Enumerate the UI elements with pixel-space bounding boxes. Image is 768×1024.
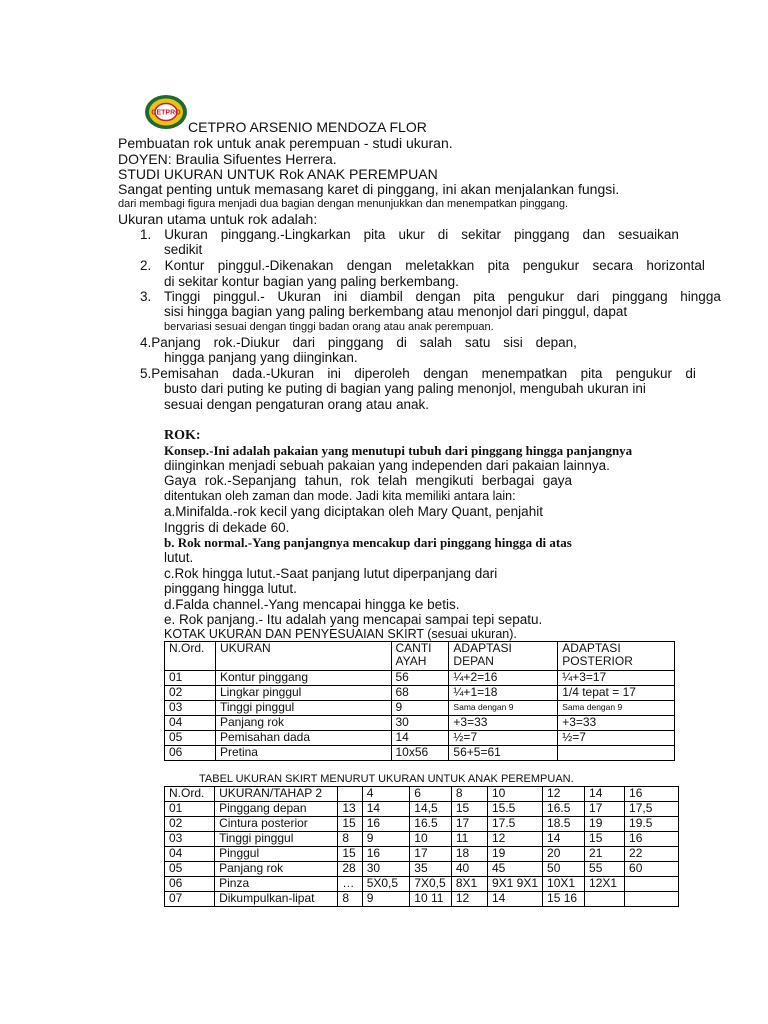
- measure-item-5-cont-2: sesuai dengan pengaturan orang atau anak.: [164, 397, 429, 412]
- word: pengukur: [507, 289, 565, 304]
- table2-header-cell: 12: [543, 787, 585, 802]
- table2-cell: 16.5: [410, 817, 452, 832]
- word: horizontal: [646, 258, 705, 273]
- word: menempatkan: [481, 366, 568, 381]
- measure-item-5-cont: busto dari puting ke puting di bagian yang paling menonjol, mengubah ukuran ini: [164, 381, 646, 396]
- table2-cell: 5X0,5: [362, 877, 410, 892]
- table1-cell: 06: [165, 746, 216, 761]
- table2-cell: 17: [585, 802, 625, 817]
- word: Ukuran: [164, 227, 208, 242]
- table1-cell: ¼+2=16: [449, 671, 558, 686]
- rok-heading: ROK:: [164, 428, 201, 443]
- word: rok.-Sepanjang: [204, 473, 297, 488]
- table1-cell: 01: [165, 671, 216, 686]
- table2-cell: …: [338, 877, 362, 892]
- table2-cell: 17: [410, 847, 452, 862]
- table2-cell: 20: [543, 847, 585, 862]
- rok-text-2: [164, 474, 572, 489]
- table2-caption: TABEL UKURAN SKIRT MENURUT UKURAN UNTUK ANAK PEREMPUAN.: [199, 773, 574, 785]
- measure-item-4-cont: hingga panjang yang diinginkan.: [164, 350, 358, 365]
- table1-cell: +3=33: [558, 716, 675, 731]
- table2-cell: 05: [165, 862, 215, 877]
- word: pinggul.-Dikenakan: [217, 258, 334, 273]
- table2-cell: 06: [165, 877, 215, 892]
- table2-cell: 14: [362, 802, 410, 817]
- table2-cell: 28: [338, 862, 362, 877]
- measure-item-4: [140, 336, 577, 351]
- table2-cell: 14,5: [410, 802, 452, 817]
- word: di: [396, 335, 407, 350]
- table2-row: [165, 862, 679, 877]
- table2-row: [165, 847, 679, 862]
- document-subtitle: Pembuatan rok untuk anak perempuan - studi ukuran.: [118, 135, 453, 151]
- word: sisi: [503, 335, 523, 350]
- table1-row: [165, 731, 675, 746]
- rok-text-1: diinginkan menjadi sebuah pakaian yang independen dari pakaian lainnya.: [164, 458, 610, 473]
- word: dada.-Ukuran: [232, 366, 314, 381]
- table1-row: [165, 686, 675, 701]
- table2-cell: 12X1: [585, 877, 625, 892]
- table1-cell: 56+5=61: [449, 746, 558, 761]
- rok-concept: Konsep.-Ini adalah pakaian yang menutupi tubuh dari pinggang hingga panjangnya: [164, 443, 633, 458]
- word: Tinggi: [163, 289, 201, 304]
- table2-row: [165, 832, 679, 847]
- table1-cell: Kontur pinggang: [215, 671, 391, 686]
- word: dari: [576, 289, 600, 304]
- measure-item-3-note: bervariasi sesuai dengan tinggi badan orang atau anak perempuan.: [164, 321, 494, 333]
- table1-cell: 14: [391, 731, 449, 746]
- doyen-line: DOYEN: Braulia Sifuentes Herrera.: [118, 151, 337, 167]
- study-title: STUDI UKURAN UNTUK Rok ANAK PEREMPUAN: [118, 166, 438, 182]
- table2-cell: 21: [585, 847, 625, 862]
- table2-cell: 18: [451, 847, 487, 862]
- table1-header-cell: N.Ord.: [165, 642, 216, 671]
- table1-caption: KOTAK UKURAN DAN PENYESUAIAN SKIRT (sesuai ukuran).: [164, 627, 517, 641]
- word: pinggang: [612, 289, 668, 304]
- size-by-age-table: [164, 786, 679, 907]
- measure-item-2-cont: di sekitar kontur bagian yang paling berkembang.: [164, 274, 459, 289]
- rok-type-a-cont: Inggris di dekade 60.: [164, 520, 290, 535]
- table2-cell: 10: [410, 832, 452, 847]
- table2-header-cell: UKURAN/TAHAP 2: [215, 787, 338, 802]
- table2-cell: Pinggang depan: [215, 802, 338, 817]
- rok-type-c: c.Rok hingga lutut.-Saat panjang lutut diperpanjang dari: [164, 566, 498, 581]
- table2-cell: 9: [362, 832, 410, 847]
- word: pengukur: [615, 366, 673, 381]
- word: di: [685, 366, 696, 381]
- table2-cell: 9: [362, 892, 410, 907]
- table1-cell: 02: [165, 686, 216, 701]
- word: sesuaikan: [618, 227, 679, 242]
- table2-cell: 02: [165, 817, 215, 832]
- table2-row: [165, 877, 679, 892]
- table2-cell: 16: [362, 817, 410, 832]
- table2-cell: 12: [487, 832, 542, 847]
- table2-header-cell: N.Ord.: [165, 787, 215, 802]
- word: pita: [580, 366, 603, 381]
- table2-cell: 10X1: [543, 877, 585, 892]
- table2-cell: 03: [165, 832, 215, 847]
- word: pengukur: [522, 258, 580, 273]
- table1-row: [165, 716, 675, 731]
- table1-cell: ¼+3=17: [558, 671, 675, 686]
- table2-cell: [625, 892, 679, 907]
- table2-header-cell: [338, 787, 362, 802]
- word: berbagai: [481, 473, 535, 488]
- word: pinggang: [513, 227, 570, 242]
- table2-cell: 17: [451, 817, 487, 832]
- word: 3.: [140, 289, 152, 304]
- word: ini: [333, 289, 348, 304]
- table2-header-cell: 14: [585, 787, 625, 802]
- table1-row: [165, 701, 675, 716]
- word: salah: [419, 335, 452, 350]
- table2-cell: 7X0,5: [410, 877, 452, 892]
- table2-cell: 15: [338, 847, 362, 862]
- word: 4.Panjang: [140, 335, 201, 350]
- institution-name: CETPRO ARSENIO MENDOZA FLOR: [188, 119, 427, 135]
- table2-cell: 50: [543, 862, 585, 877]
- sizing-adjustment-table: [164, 641, 675, 761]
- word: rok.-Diukur: [213, 335, 280, 350]
- table2-cell: 8X1: [451, 877, 487, 892]
- word: Ukuran: [277, 289, 322, 304]
- table1-cell: 30: [391, 716, 449, 731]
- svg-text:CETPRO: CETPRO: [151, 109, 181, 117]
- table2-header-cell: 4: [362, 787, 410, 802]
- table2-cell: 19: [487, 847, 542, 862]
- word: 1.: [140, 227, 152, 242]
- table1-cell: Tinggi pinggul: [215, 701, 391, 716]
- word: 2.: [140, 258, 152, 273]
- logo-emblem-icon: [144, 94, 188, 130]
- table2-cell: Dikumpulkan-lipat: [215, 892, 338, 907]
- table2-cell: 15: [338, 817, 362, 832]
- table2-cell: 19.5: [625, 817, 679, 832]
- table1-cell: Pemisahan dada: [215, 731, 391, 746]
- word: dari: [292, 335, 316, 350]
- measure-item-1: [140, 228, 679, 243]
- table2-cell: 14: [487, 892, 542, 907]
- rok-type-b-cont: lutut.: [164, 550, 194, 565]
- word: secara: [592, 258, 633, 273]
- measure-item-1-cont: sedikit: [164, 242, 203, 257]
- table2-header-cell: 10: [487, 787, 542, 802]
- table2-row: [165, 817, 679, 832]
- table1-row: [165, 746, 675, 761]
- table2-header-cell: 16: [625, 787, 679, 802]
- table1-cell: Panjang rok: [215, 716, 391, 731]
- table2-cell: 15.5: [487, 802, 542, 817]
- table2-header-cell: 8: [451, 787, 487, 802]
- rok-text-3: ditentukan oleh zaman dan mode. Jadi kita memiliki antara lain:: [164, 489, 516, 503]
- table2-cell: 16: [625, 832, 679, 847]
- table2-cell: 19: [585, 817, 625, 832]
- word: pita: [473, 289, 496, 304]
- word: 5.Pemisahan: [140, 366, 219, 381]
- table2-cell: 18.5: [543, 817, 585, 832]
- word: pinggul.-: [212, 289, 265, 304]
- word: gaya: [542, 473, 572, 488]
- table2-cell: 10 11: [410, 892, 452, 907]
- table1-cell: Sama dengan 9: [558, 701, 675, 716]
- table1-header-cell: UKURAN: [215, 642, 391, 671]
- table1-header-row: [165, 642, 675, 671]
- measure-item-5: [140, 367, 696, 382]
- table2-cell: 8: [338, 832, 362, 847]
- word: pinggang: [327, 335, 384, 350]
- measure-item-2: [140, 259, 705, 274]
- table2-cell: [625, 877, 679, 892]
- word: pita: [363, 227, 386, 242]
- table1-header-cell: ADAPTASI DEPAN: [449, 642, 558, 671]
- table1-cell: Lingkar pinggul: [215, 686, 391, 701]
- rok-type-d: d.Falda channel.-Yang mencapai hingga ke betis.: [164, 597, 460, 612]
- table1-cell: 1/4 tepat = 17: [558, 686, 675, 701]
- word: di: [437, 227, 449, 242]
- measure-item-3-cont: sisi hingga bagian yang paling berkembang atau menonjol dari pinggul, dapat: [164, 304, 628, 319]
- table2-cell: 40: [451, 862, 487, 877]
- table2-cell: 9X1 9X1: [487, 877, 542, 892]
- measure-item-3: [140, 290, 721, 305]
- table2-cell: 16: [362, 847, 410, 862]
- measures-intro: Ukuran utama untuk rok adalah:: [118, 211, 318, 227]
- table1-header-cell: CANTI AYAH: [391, 642, 449, 671]
- cetpro-logo: [144, 94, 188, 130]
- word: diambil: [359, 289, 403, 304]
- word: depan,: [535, 335, 577, 350]
- table1-cell: 04: [165, 716, 216, 731]
- table1-cell: 9: [391, 701, 449, 716]
- word: tahun,: [304, 473, 343, 488]
- table2-cell: Panjang rok: [215, 862, 338, 877]
- table2-cell: [585, 892, 625, 907]
- word: dengan: [423, 366, 469, 381]
- word: ukur: [398, 227, 425, 242]
- table2-cell: 17.5: [487, 817, 542, 832]
- intro-sentence: Sangat penting untuk memasang karet di pinggang, ini akan menjalankan fungsi.: [118, 181, 620, 197]
- table1-cell: 10x56: [391, 746, 449, 761]
- word: dan: [582, 227, 606, 242]
- table1-cell: [558, 746, 675, 761]
- table2-cell: 01: [165, 802, 215, 817]
- word: rok: [350, 473, 370, 488]
- table2-cell: 14: [543, 832, 585, 847]
- table2-cell: 07: [165, 892, 215, 907]
- table1-header-cell: ADAPTASI POSTERIOR: [558, 642, 675, 671]
- word: satu: [464, 335, 491, 350]
- table2-cell: 13: [338, 802, 362, 817]
- rok-type-e: e. Rok panjang.- Itu adalah yang mencapai sampai tepi sepatu.: [164, 612, 543, 627]
- table1-cell: ½=7: [558, 731, 675, 746]
- table1-row: [165, 671, 675, 686]
- table2-cell: 60: [625, 862, 679, 877]
- table2-header-cell: 6: [410, 787, 452, 802]
- table2-cell: 16.5: [543, 802, 585, 817]
- word: telah: [377, 473, 408, 488]
- intro-sentence-continued: dari membagi figura menjadi dua bagian dengan menunjukkan dan menempatkan pinggang.: [118, 198, 569, 210]
- word: hingga: [680, 289, 721, 304]
- table1-cell: 68: [391, 686, 449, 701]
- table2-cell: 12: [451, 892, 487, 907]
- table2-row: [165, 802, 679, 817]
- table1-cell: 03: [165, 701, 216, 716]
- table2-cell: 8: [338, 892, 362, 907]
- rok-type-c-cont: pinggang hingga lutut.: [164, 581, 297, 596]
- table2-cell: 17,5: [625, 802, 679, 817]
- table2-cell: Pinggul: [215, 847, 338, 862]
- word: dengan: [346, 258, 392, 273]
- table1-cell: 56: [391, 671, 449, 686]
- word: sekitar: [461, 227, 501, 242]
- table2-cell: 45: [487, 862, 542, 877]
- word: diperoleh: [354, 366, 410, 381]
- table2-cell: Cintura posterior: [215, 817, 338, 832]
- table2-cell: 04: [165, 847, 215, 862]
- table2-cell: 35: [410, 862, 452, 877]
- word: Kontur: [164, 258, 205, 273]
- word: meletakkan: [405, 258, 475, 273]
- word: mengikuti: [415, 473, 474, 488]
- rok-type-a: a.Minifalda.-rok kecil yang diciptakan oleh Mary Quant, penjahit: [164, 504, 543, 519]
- table1-cell: ¼+1=18: [449, 686, 558, 701]
- table2-cell: Tinggi pinggul: [215, 832, 338, 847]
- table2-cell: 15 16: [543, 892, 585, 907]
- table1-cell: +3=33: [449, 716, 558, 731]
- table1-cell: Sama dengan 9: [449, 701, 558, 716]
- table2-cell: 11: [451, 832, 487, 847]
- table1-cell: ½=7: [449, 731, 558, 746]
- table2-cell: 30: [362, 862, 410, 877]
- table2-cell: 55: [585, 862, 625, 877]
- word: Gaya: [164, 473, 197, 488]
- table2-row: [165, 892, 679, 907]
- table1-cell: 05: [165, 731, 216, 746]
- table2-cell: 15: [585, 832, 625, 847]
- table2-cell: 22: [625, 847, 679, 862]
- word: dengan: [415, 289, 461, 304]
- table1-cell: Pretina: [215, 746, 391, 761]
- word: pinggang.-Lingkarkan: [220, 227, 351, 242]
- table2-header-row: [165, 787, 679, 802]
- table2-cell: 15: [451, 802, 487, 817]
- rok-type-b: b. Rok normal.-Yang panjangnya mencakup dari pinggang hingga di atas: [164, 535, 572, 550]
- table2-cell: Pinza: [215, 877, 338, 892]
- word: pita: [487, 258, 510, 273]
- word: ini: [327, 366, 341, 381]
